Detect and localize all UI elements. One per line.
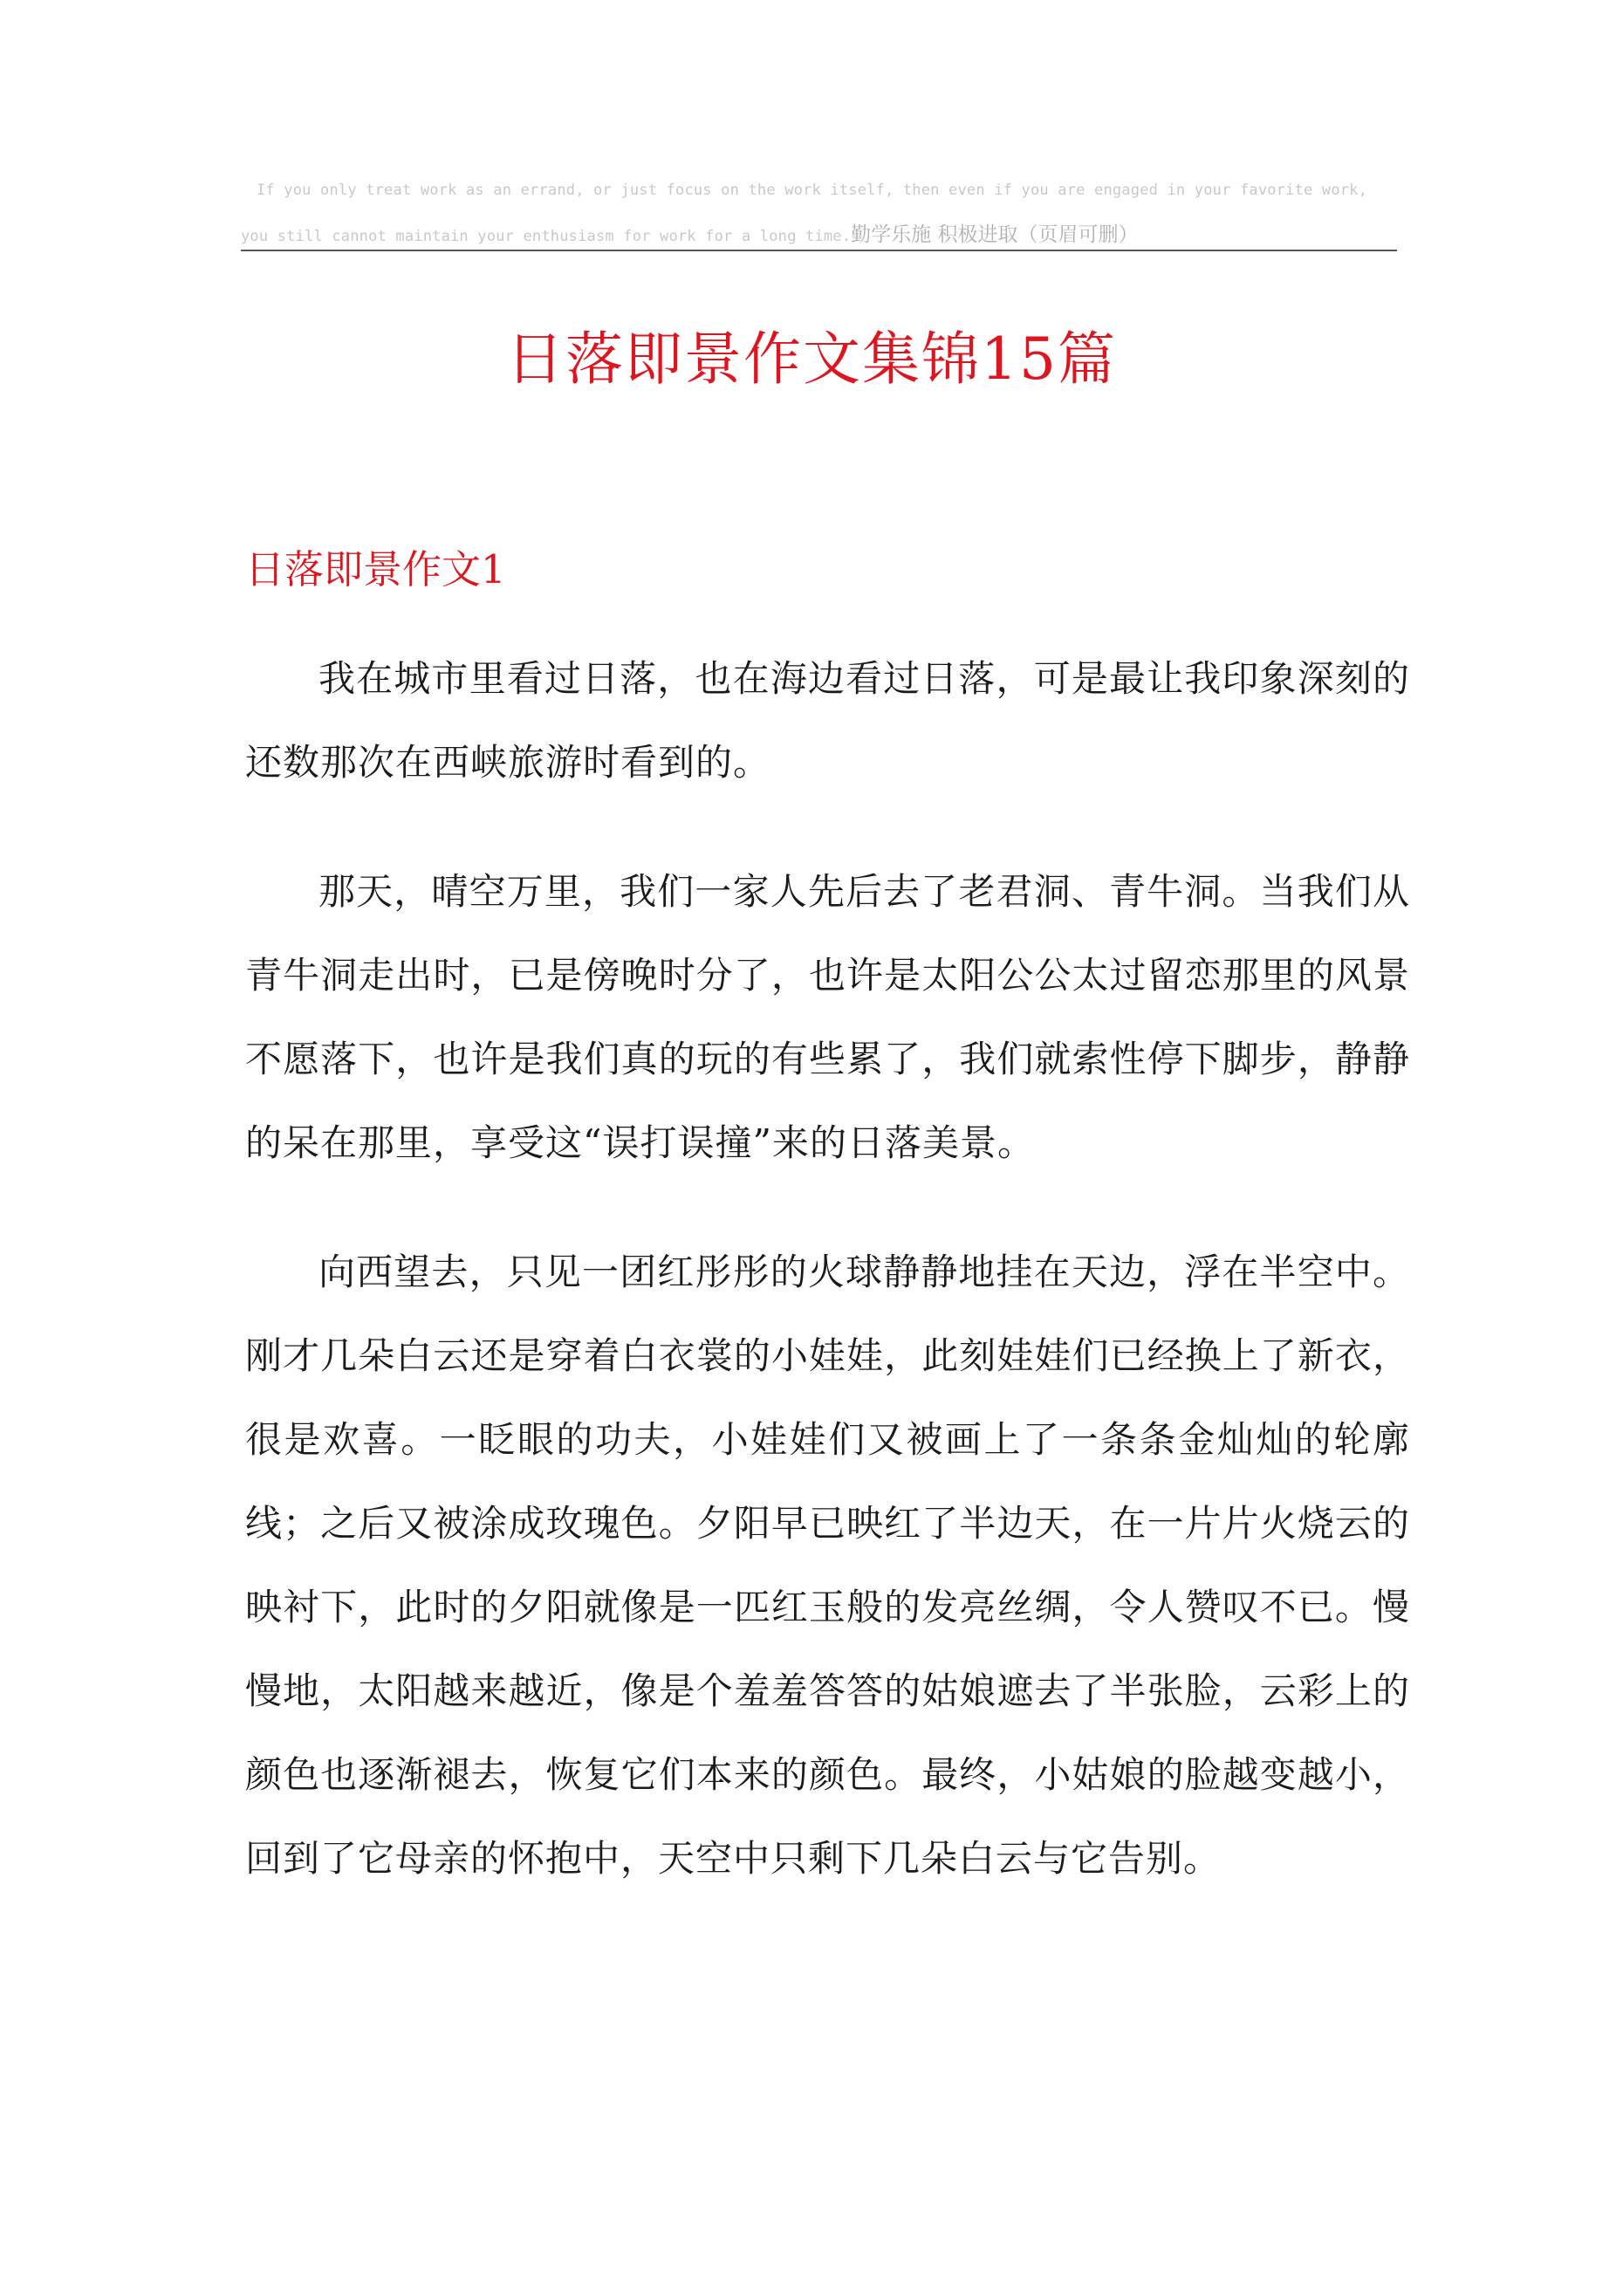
- section-title: 日落即景作文1: [245, 546, 506, 593]
- page-header: [241, 171, 1397, 251]
- header-second-line: [241, 218, 1138, 247]
- essay-body: [245, 637, 1410, 1946]
- header-english-line: If you only treat work as an errand, or just focus on the work itself, then even if you are engaged in your favorite work,: [257, 182, 1368, 199]
- header-chinese-slogan: 勤学乐施 积极进取（页眉可删）: [851, 223, 1139, 246]
- paragraph: 向西望去，只见一团红彤彤的火球静静地挂在天边，浮在半空中。刚才几朵白云还是穿着白衣裳的小娃娃，此刻娃娃们已经换上了新衣，很是欢喜。一眨眼的功夫，小娃娃们又被画上了一条条金灿灿的轮廓线；之后又被涂成玫瑰色。夕阳早已映红了半边天，在一片片火烧云的映衬下，此时的夕阳就像是一匹红玉般的发亮丝绸，令人赞叹不已。慢慢地，太阳越来越近，像是个羞羞答答的姑娘遮去了半张脸，云彩上的颜色也逐渐褪去，恢复它们本来的颜色。最终，小姑娘的脸越变越小，回到了它母亲的怀抱中，天空中只剩下几朵白云与它告别。: [245, 1251, 1410, 1880]
- header-english-continuation: you still cannot maintain your enthusiasm for work for a long time.: [241, 228, 852, 245]
- paragraph: 那天，晴空万里，我们一家人先后去了老君洞、青牛洞。当我们从青牛洞走出时，已是傍晚时分了，也许是太阳公公太过留恋那里的风景不愿落下，也许是我们真的玩的有些累了，我们就索性停下脚步，静静的呆在那里，享受这“误打误撞”来的日落美景。: [245, 870, 1410, 1164]
- document-title: 日落即景作文集锦15篇: [506, 326, 1117, 393]
- paragraph: 我在城市里看过日落，也在海边看过日落，可是最让我印象深刻的还数那次在西峡旅游时看到的。: [245, 657, 1410, 784]
